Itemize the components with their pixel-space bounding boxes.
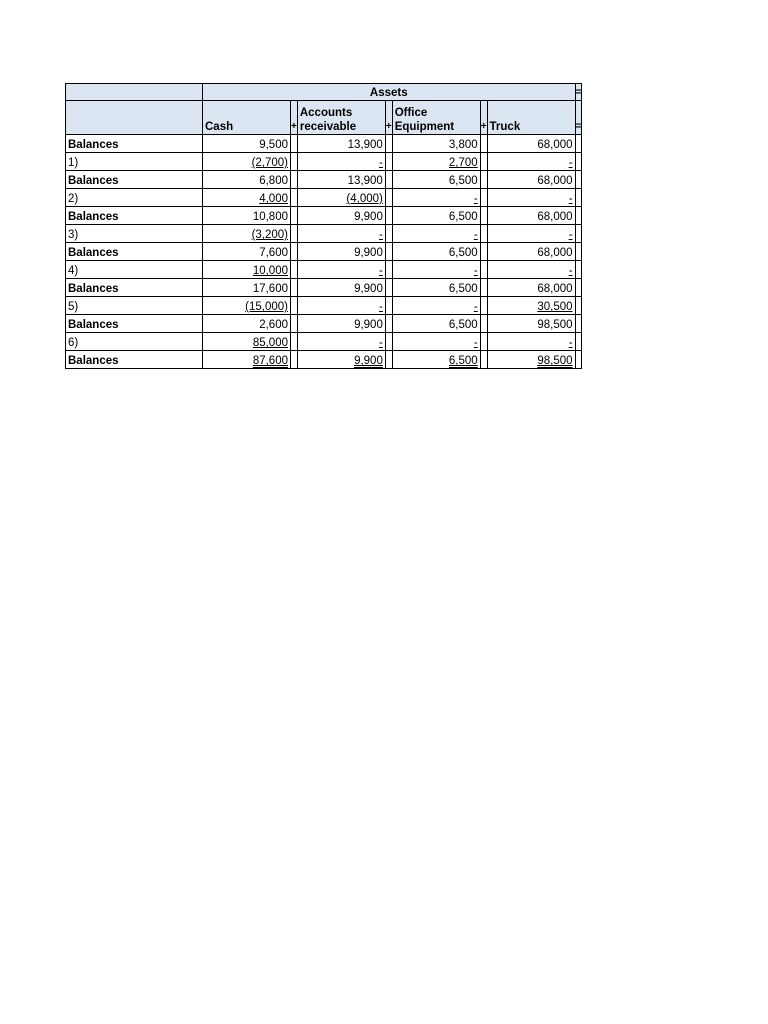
value-cell: [203, 315, 291, 333]
value-cell: [392, 189, 480, 207]
table-row: [66, 171, 582, 189]
value-cell: [487, 261, 575, 279]
cell-value: 6,800: [259, 175, 288, 187]
cell-value: -: [379, 301, 383, 313]
spacer-cell: [385, 333, 392, 351]
spacer-cell: [480, 153, 487, 171]
row-label: Balances: [66, 243, 203, 261]
row-label: Balances: [66, 207, 203, 225]
cell-value: 2,700: [448, 157, 478, 169]
header-corner-cell: [66, 84, 203, 101]
spacer-cell: [575, 315, 582, 333]
value-cell: [487, 297, 575, 315]
value-cell: [487, 225, 575, 243]
column-header-office-equipment: Office Equipment: [392, 101, 480, 135]
row-label: 2): [66, 189, 203, 207]
value-cell: [297, 297, 385, 315]
spacer-cell: [480, 207, 487, 225]
spacer-cell: [291, 243, 298, 261]
cell-value: 7,600: [259, 247, 288, 259]
cell-value: 10,800: [252, 211, 288, 223]
spacer-cell: [385, 279, 392, 297]
spacer-cell: [291, 297, 298, 315]
cell-value: -: [473, 229, 478, 241]
cell-value: 3,800: [448, 139, 478, 151]
value-cell: [392, 351, 480, 369]
spacer-cell: [385, 351, 392, 369]
value-cell: [392, 135, 480, 153]
cell-value: 9,900: [354, 355, 383, 367]
cell-value: 4,000: [259, 193, 288, 205]
cell-value: 68,000: [537, 211, 573, 223]
table-row: [66, 297, 582, 315]
cell-value: 68,000: [537, 175, 573, 187]
spacer-cell: [575, 351, 582, 369]
header-row-columns: [66, 101, 582, 135]
row-label: Balances: [66, 135, 203, 153]
spacer-cell: [291, 333, 298, 351]
value-cell: [392, 243, 480, 261]
row-label: 4): [66, 261, 203, 279]
value-cell: [203, 135, 291, 153]
row-label: 1): [66, 153, 203, 171]
cell-value: 9,900: [354, 211, 383, 223]
value-cell: [487, 207, 575, 225]
plus-sign: +: [385, 101, 392, 135]
column-header-cash: Cash: [203, 101, 291, 135]
value-cell: [392, 315, 480, 333]
table-row: [66, 261, 582, 279]
cell-value: 17,600: [252, 283, 288, 295]
column-header-accounts-receivable: Accounts receivable: [297, 101, 385, 135]
value-cell: [297, 153, 385, 171]
plus-sign: +: [480, 101, 487, 135]
spacer-cell: [385, 297, 392, 315]
cell-value: -: [568, 265, 573, 277]
value-cell: [297, 243, 385, 261]
row-label: Balances: [66, 279, 203, 297]
spacer-cell: [480, 279, 487, 297]
spacer-cell: [385, 189, 392, 207]
spacer-cell: [575, 279, 582, 297]
value-cell: [203, 225, 291, 243]
cell-value: 10,000: [252, 265, 288, 277]
header-row-group: [66, 84, 582, 101]
cell-value: 85,000: [252, 337, 288, 349]
row-label: Balances: [66, 315, 203, 333]
spacer-cell: [575, 171, 582, 189]
cell-value: 9,500: [259, 139, 288, 151]
value-cell: [392, 261, 480, 279]
cell-value: 30,500: [537, 301, 573, 313]
value-cell: [297, 171, 385, 189]
spacer-cell: [385, 207, 392, 225]
value-cell: [297, 135, 385, 153]
cell-value: 6,500: [448, 319, 478, 331]
cell-value: 9,900: [354, 247, 383, 259]
spacer-cell: [480, 225, 487, 243]
value-cell: [487, 279, 575, 297]
row-label: 3): [66, 225, 203, 243]
cell-value: -: [473, 301, 478, 313]
table-row: [66, 153, 582, 171]
spacer-cell: [385, 153, 392, 171]
cell-value: -: [379, 265, 383, 277]
value-cell: [203, 279, 291, 297]
cell-value: 68,000: [537, 283, 573, 295]
value-cell: [487, 333, 575, 351]
value-cell: [203, 351, 291, 369]
value-cell: [203, 243, 291, 261]
spacer-cell: [385, 261, 392, 279]
cell-value: 6,500: [448, 175, 478, 187]
spacer-cell: [385, 315, 392, 333]
spacer-cell: [291, 189, 298, 207]
value-cell: [487, 171, 575, 189]
cell-value: 9,900: [354, 319, 383, 331]
cell-value: -: [473, 193, 478, 205]
row-label: Balances: [66, 351, 203, 369]
value-cell: [392, 171, 480, 189]
value-cell: [203, 189, 291, 207]
cell-value: -: [379, 157, 383, 169]
table-row: [66, 243, 582, 261]
table-row: [66, 225, 582, 243]
cell-value: 13,900: [347, 139, 383, 151]
value-cell: [487, 243, 575, 261]
table-row: [66, 333, 582, 351]
cell-value: -: [568, 229, 573, 241]
value-cell: [297, 279, 385, 297]
cell-value: 6,500: [448, 283, 478, 295]
spacer-cell: [291, 135, 298, 153]
spacer-cell: [480, 351, 487, 369]
table-row: [66, 279, 582, 297]
cell-value: -: [379, 337, 383, 349]
cell-value: 98,500: [537, 319, 573, 331]
value-cell: [297, 315, 385, 333]
cell-value: -: [568, 193, 573, 205]
table-row: [66, 351, 582, 369]
cell-value: (3,200): [251, 229, 288, 241]
cell-value: (15,000): [245, 301, 288, 313]
spacer-cell: [291, 153, 298, 171]
value-cell: [487, 135, 575, 153]
value-cell: [297, 207, 385, 225]
spacer-cell: [385, 225, 392, 243]
spacer-cell: [385, 243, 392, 261]
equals-sign: =: [575, 101, 582, 135]
plus-sign: +: [291, 101, 298, 135]
value-cell: [203, 297, 291, 315]
header-label-cell: [66, 101, 203, 135]
cell-value: 6,500: [448, 247, 478, 259]
spacer-cell: [575, 153, 582, 171]
spacer-cell: [291, 207, 298, 225]
value-cell: [392, 333, 480, 351]
spacer-cell: [291, 351, 298, 369]
value-cell: [297, 225, 385, 243]
spacer-cell: [575, 333, 582, 351]
spacer-cell: [291, 261, 298, 279]
row-label: Balances: [66, 171, 203, 189]
cell-value: 68,000: [537, 247, 573, 259]
value-cell: [203, 207, 291, 225]
table-row: [66, 189, 582, 207]
value-cell: [392, 279, 480, 297]
cell-value: 6,500: [448, 355, 478, 367]
cell-value: (4,000): [346, 193, 383, 205]
spacer-cell: [575, 135, 582, 153]
spacer-cell: [480, 315, 487, 333]
value-cell: [487, 315, 575, 333]
cell-value: 9,900: [354, 283, 383, 295]
value-cell: [203, 171, 291, 189]
table-row: [66, 315, 582, 333]
spacer-cell: [480, 297, 487, 315]
cell-value: -: [473, 337, 478, 349]
value-cell: [297, 261, 385, 279]
spacer-cell: [480, 333, 487, 351]
value-cell: [392, 153, 480, 171]
spacer-cell: [575, 189, 582, 207]
row-label: 6): [66, 333, 203, 351]
assets-table: [65, 83, 582, 369]
cell-value: 87,600: [252, 355, 288, 367]
value-cell: [487, 153, 575, 171]
spacer-cell: [575, 207, 582, 225]
value-cell: [392, 207, 480, 225]
spacer-cell: [385, 135, 392, 153]
cell-value: 2,600: [259, 319, 288, 331]
spacer-cell: [575, 297, 582, 315]
spacer-cell: [291, 315, 298, 333]
cell-value: 68,000: [537, 139, 573, 151]
cell-value: -: [379, 229, 383, 241]
spacer-cell: [480, 261, 487, 279]
spacer-cell: [575, 243, 582, 261]
spacer-cell: [480, 189, 487, 207]
spacer-cell: [480, 243, 487, 261]
value-cell: [297, 189, 385, 207]
assets-group-header: Assets: [203, 84, 576, 101]
spacer-cell: [480, 135, 487, 153]
table-row: [66, 135, 582, 153]
spacer-cell: [480, 171, 487, 189]
spacer-cell: [575, 225, 582, 243]
table-row: [66, 207, 582, 225]
cell-value: -: [568, 337, 573, 349]
cell-value: 13,900: [347, 175, 383, 187]
value-cell: [297, 351, 385, 369]
cell-value: 98,500: [537, 355, 573, 367]
row-label: 5): [66, 297, 203, 315]
equals-sign: =: [575, 84, 582, 101]
spacer-cell: [385, 171, 392, 189]
cell-value: (2,700): [251, 157, 288, 169]
value-cell: [297, 333, 385, 351]
cell-value: -: [473, 265, 478, 277]
value-cell: [203, 153, 291, 171]
spacer-cell: [291, 279, 298, 297]
value-cell: [203, 261, 291, 279]
spacer-cell: [291, 171, 298, 189]
value-cell: [487, 189, 575, 207]
value-cell: [392, 225, 480, 243]
value-cell: [203, 333, 291, 351]
spacer-cell: [575, 261, 582, 279]
value-cell: [487, 351, 575, 369]
cell-value: 6,500: [448, 211, 478, 223]
spacer-cell: [291, 225, 298, 243]
cell-value: -: [568, 157, 573, 169]
value-cell: [392, 297, 480, 315]
column-header-truck: Truck: [487, 101, 575, 135]
